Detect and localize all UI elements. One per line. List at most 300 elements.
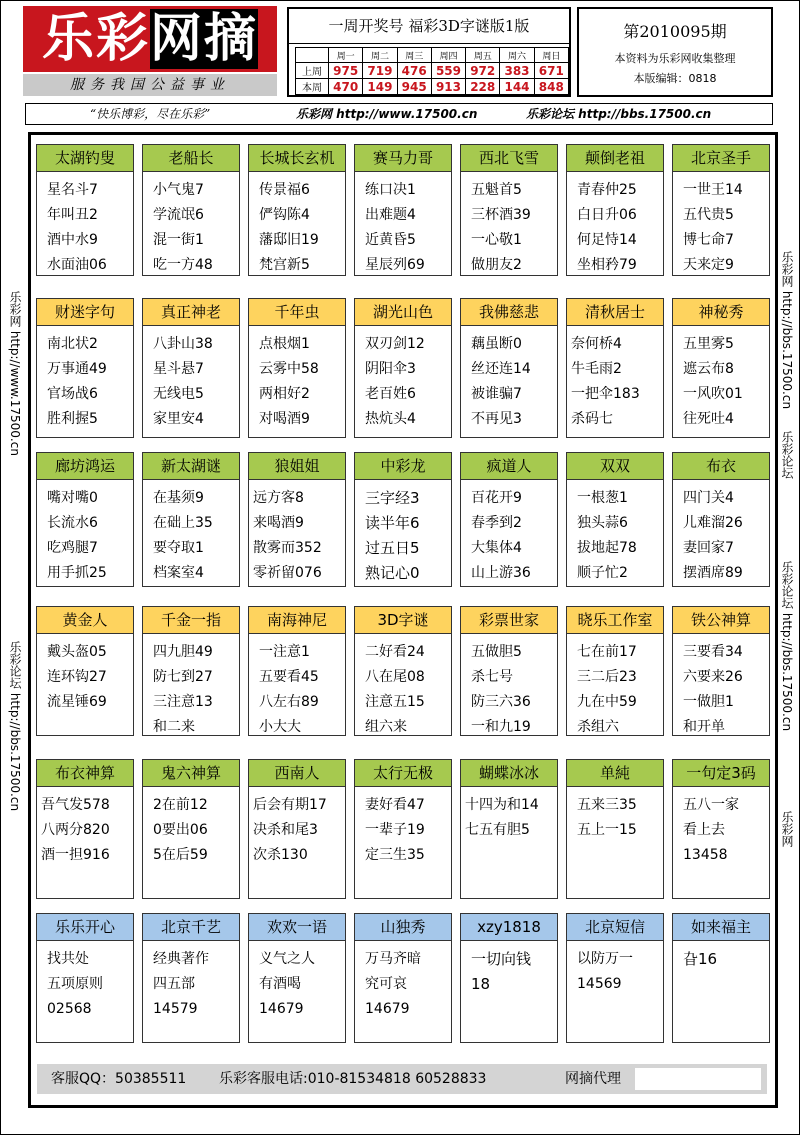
riddle-line: 一根葱1 (577, 490, 628, 506)
side-text-right-label-2: 乐彩网 (780, 811, 794, 847)
riddle-line: 出难题4 (365, 207, 416, 223)
riddle-line: 后会有期17 (253, 797, 327, 813)
draw-number: 719 (363, 63, 397, 79)
riddle-line: 百花开9 (471, 490, 522, 506)
riddle-line: 三杯酒39 (471, 207, 531, 223)
riddle-line: 五八一家 (683, 797, 739, 813)
riddle-line: 防三六36 (471, 694, 531, 710)
riddle-line: 在础上35 (153, 515, 213, 531)
riddle-card (248, 452, 346, 587)
riddle-line: 摆酒席89 (683, 565, 743, 581)
riddle-line: 五里雾5 (683, 336, 734, 352)
riddle-card-body (143, 941, 239, 1022)
riddle-line: 胜利握5 (47, 411, 98, 427)
riddle-line: 家里安4 (153, 411, 204, 427)
riddle-line: 三字经3 (365, 489, 420, 507)
side-text-right-bottom: 乐彩论坛 http://bbs.17500.cn (780, 561, 794, 732)
riddle-card-title: 北京千艺 (143, 914, 239, 941)
riddle-line: 官场战6 (47, 386, 98, 402)
logo-text-2: 网摘 (150, 9, 259, 69)
riddle-line: 档案室4 (153, 565, 204, 581)
riddle-card-title: 彩票世家 (461, 607, 557, 634)
riddle-card-body (673, 172, 769, 278)
riddle-line: 14679 (259, 1001, 304, 1017)
riddle-line: 六要来26 (683, 669, 743, 685)
riddle-card-body (143, 634, 239, 740)
riddle-card (672, 452, 770, 587)
riddle-card-body (37, 480, 133, 586)
issue-note: 本资料为乐彩网收集整理 (614, 52, 736, 65)
riddle-line: 02568 (47, 1001, 92, 1017)
riddle-line: 用手抓25 (47, 565, 107, 581)
riddle-card-title: 3D字谜 (355, 607, 451, 634)
riddle-card-title: 一句定3码 (673, 760, 769, 787)
riddle-card (672, 298, 770, 438)
riddle-card (354, 606, 452, 736)
riddle-card-body (461, 326, 557, 432)
riddle-card-title: 山独秀 (355, 914, 451, 941)
riddle-line: 四门关4 (683, 490, 734, 506)
riddle-card-title: 老船长 (143, 145, 239, 172)
riddle-card (566, 759, 664, 899)
riddle-card-title: 布衣神算 (37, 760, 133, 787)
riddle-card-title: 西南人 (249, 760, 345, 787)
riddle-line: 年叫丑2 (47, 207, 98, 223)
riddle-line: 小气鬼7 (153, 182, 204, 198)
riddle-card-body (673, 787, 769, 868)
riddle-card (36, 606, 134, 736)
riddle-card-title: 布衣 (673, 453, 769, 480)
riddle-line: 做朋友2 (471, 257, 522, 273)
riddle-line: 七五有胆5 (465, 822, 530, 838)
riddle-line: 水面油06 (47, 257, 107, 273)
riddle-line: 一风吹01 (683, 386, 743, 402)
riddle-card-title: 晓乐工作室 (567, 607, 663, 634)
riddle-line: 坐相矜79 (577, 257, 637, 273)
riddle-line: 天来定9 (683, 257, 734, 273)
riddle-card-title: 我佛慈悲 (461, 299, 557, 326)
riddle-card-body (143, 787, 239, 868)
riddle-card (142, 144, 240, 276)
riddle-card (142, 452, 240, 587)
riddle-line: 要夺取1 (153, 540, 204, 556)
riddle-card-title: 狼姐姐 (249, 453, 345, 480)
riddle-line: 14579 (153, 1001, 198, 1017)
draw-number: 470 (329, 79, 363, 95)
riddle-card-title: 蝴蝶冰冰 (461, 760, 557, 787)
site-link-forum[interactable]: 乐彩论坛 http://bbs.17500.cn (526, 107, 712, 121)
riddle-card (460, 144, 558, 276)
draw-number: 559 (431, 63, 465, 79)
riddle-card-title: 鬼六神算 (143, 760, 239, 787)
riddle-line: 18 (471, 975, 491, 993)
riddle-line: 三要看34 (683, 644, 743, 660)
day-header: 周二 (363, 48, 397, 63)
riddle-line: 义气之人 (259, 951, 315, 967)
footer-agent: 网摘代理 (565, 1071, 621, 1087)
riddle-card-body (355, 480, 451, 586)
riddle-line: 一做胆1 (683, 694, 734, 710)
riddle-line: 小大大 (259, 719, 301, 735)
riddle-card (248, 913, 346, 1043)
riddle-line: 五魁首5 (471, 182, 522, 198)
day-header: 周一 (329, 48, 363, 63)
riddle-line: 无线电5 (153, 386, 204, 402)
draw-number: 383 (500, 63, 534, 79)
day-header: 周三 (397, 48, 431, 63)
side-text-right-label: 乐彩论坛 (780, 431, 794, 479)
riddle-line: 儿难溜26 (683, 515, 743, 531)
draw-number: 228 (466, 79, 500, 95)
draw-number: 945 (397, 79, 431, 95)
riddle-line: 吃一方48 (153, 257, 213, 273)
riddle-card (354, 298, 452, 438)
riddle-card-body (37, 787, 133, 868)
riddle-line: 独头蒜6 (577, 515, 628, 531)
riddle-line: 七在前17 (577, 644, 637, 660)
riddle-card-body (355, 172, 451, 278)
riddle-line: 星辰列69 (365, 257, 425, 273)
riddle-card (142, 606, 240, 736)
riddle-card (248, 298, 346, 438)
footer-blank-field (635, 1068, 761, 1090)
logo (23, 6, 277, 72)
draw-number: 972 (466, 63, 500, 79)
riddle-card (460, 759, 558, 899)
riddle-line: 两相好2 (259, 386, 310, 402)
riddle-card (248, 606, 346, 736)
riddle-card-title: 南海神尼 (249, 607, 345, 634)
motto-bar (25, 103, 773, 125)
riddle-card-title: xzy1818 (461, 914, 557, 941)
issue-editor: 本版编辑：0818 (633, 72, 717, 85)
riddle-line: 八两分820 (41, 822, 110, 838)
riddle-line: 牛毛雨2 (571, 361, 622, 377)
riddle-line: 二好看24 (365, 644, 425, 660)
riddle-line: 藩邸旧19 (259, 232, 319, 248)
riddle-card-title: 北京短信 (567, 914, 663, 941)
riddle-line: 五做胆5 (471, 644, 522, 660)
riddle-line: 组六来 (365, 719, 407, 735)
riddle-line: 双刃剑12 (365, 336, 425, 352)
riddle-card (460, 298, 558, 438)
riddle-line: 14679 (365, 1001, 410, 1017)
issue-number: 第2010095期 (623, 22, 727, 41)
riddle-line: 一辈子19 (365, 822, 425, 838)
riddle-line: 14569 (577, 976, 622, 992)
riddle-line: 长流水6 (47, 515, 98, 531)
riddle-line: 练口决1 (365, 182, 416, 198)
riddle-card-body (567, 172, 663, 278)
riddle-line: 和二来 (153, 719, 195, 735)
riddle-line: 5在后59 (153, 847, 208, 863)
riddle-line: 经典著作 (153, 951, 209, 967)
riddle-line: 八卦山38 (153, 336, 213, 352)
riddle-line: 星名斗7 (47, 182, 98, 198)
weekly-draw-title: 一周开奖号 福彩3D字谜版1版 (289, 9, 569, 44)
riddle-card (36, 144, 134, 276)
riddle-card-body (461, 634, 557, 740)
riddle-line: 南北状2 (47, 336, 98, 352)
riddle-line: 不再见3 (471, 411, 522, 427)
day-header: 周日 (534, 48, 568, 63)
riddle-card-body (249, 326, 345, 432)
riddle-card-title: 千金一指 (143, 607, 239, 634)
riddle-card-body (461, 941, 557, 997)
day-header: 周五 (466, 48, 500, 63)
riddle-line: 被谁骗7 (471, 386, 522, 402)
riddle-card (142, 759, 240, 899)
riddle-line: 山上游36 (471, 565, 531, 581)
riddle-line: 五上一15 (577, 822, 637, 838)
riddle-card-body (37, 326, 133, 432)
riddle-card-title: 北京圣手 (673, 145, 769, 172)
riddle-card-title: 铁公神算 (673, 607, 769, 634)
riddle-line: 九在中59 (577, 694, 637, 710)
riddle-card-body (143, 480, 239, 586)
riddle-line: 散雾而352 (253, 540, 322, 556)
riddle-card-body (355, 326, 451, 432)
side-text-left-top: 乐彩网 http://www.17500.cn (8, 291, 22, 456)
riddle-card (566, 452, 664, 587)
riddle-card (36, 913, 134, 1043)
draw-table-corner (296, 48, 329, 63)
row-label: 上周 (296, 63, 329, 79)
riddle-card (566, 298, 664, 438)
riddle-line: 一心敬1 (471, 232, 522, 248)
riddle-card (672, 913, 770, 1043)
riddle-card-body (249, 172, 345, 278)
riddle-line: 酒一担916 (41, 847, 110, 863)
riddle-card-title: 中彩龙 (355, 453, 451, 480)
riddle-line: 有酒喝 (259, 976, 301, 992)
riddle-line: 五要看45 (259, 669, 319, 685)
riddle-card (672, 759, 770, 899)
motto-text: “快乐博彩，尽在乐彩” (90, 107, 211, 121)
riddle-card-title: 清秋居士 (567, 299, 663, 326)
riddle-line: 学流氓6 (153, 207, 204, 223)
riddle-line: 云雾中58 (259, 361, 319, 377)
slogan: 服务我国公益事业 (23, 74, 277, 96)
riddle-line: 五代贵5 (683, 207, 734, 223)
riddle-card-title: 真正神老 (143, 299, 239, 326)
riddle-card (354, 759, 452, 899)
draw-number: 149 (363, 79, 397, 95)
riddle-line: 旮16 (683, 950, 718, 968)
side-text-left-bottom: 乐彩论坛 http://bbs.17500.cn (8, 641, 22, 812)
riddle-line: 过五日5 (365, 539, 420, 557)
riddle-line: 博七命7 (683, 232, 734, 248)
riddle-line: 嘴对嘴0 (47, 490, 98, 506)
riddle-card (36, 452, 134, 587)
day-header: 周六 (500, 48, 534, 63)
riddle-card-body (673, 634, 769, 740)
riddle-card-body (567, 787, 663, 843)
riddle-line: 在基须9 (153, 490, 204, 506)
riddle-card (354, 144, 452, 276)
riddle-line: 连环钩27 (47, 669, 107, 685)
riddle-line: 春季到2 (471, 515, 522, 531)
riddle-line: 一世王14 (683, 182, 743, 198)
riddle-line: 对喝酒9 (259, 411, 310, 427)
riddle-line: 顺子忙2 (577, 565, 628, 581)
riddle-card (142, 913, 240, 1043)
riddle-card-title: 颠倒老祖 (567, 145, 663, 172)
riddle-line: 13458 (683, 847, 728, 863)
riddle-line: 酒中水9 (47, 232, 98, 248)
riddle-line: 0要出06 (153, 822, 208, 838)
riddle-line: 究可哀 (365, 976, 407, 992)
riddle-line: 点根烟1 (259, 336, 310, 352)
riddle-card-title: 疯道人 (461, 453, 557, 480)
day-header: 周四 (431, 48, 465, 63)
riddle-line: 找共处 (47, 951, 89, 967)
draw-number: 848 (534, 79, 568, 95)
riddle-card-body (249, 787, 345, 868)
riddle-line: 万马齐暗 (365, 951, 421, 967)
riddle-line: 青春仲25 (577, 182, 637, 198)
riddle-card-body (567, 634, 663, 740)
riddle-card-title: 长城长玄机 (249, 145, 345, 172)
draw-number: 144 (500, 79, 534, 95)
riddle-card-title: 单純 (567, 760, 663, 787)
riddle-card-title: 西北飞雪 (461, 145, 557, 172)
riddle-line: 俨钩陈4 (259, 207, 310, 223)
riddle-line: 传景福6 (259, 182, 310, 198)
riddle-line: 来喝酒9 (253, 515, 304, 531)
riddle-card (36, 759, 134, 899)
riddle-line: 妻回家7 (683, 540, 734, 556)
riddle-card (460, 452, 558, 587)
riddle-card-title: 太行无极 (355, 760, 451, 787)
riddle-card (672, 606, 770, 736)
draw-number: 671 (534, 63, 568, 79)
issue-box (577, 7, 773, 97)
riddle-line: 五项原则 (47, 976, 103, 992)
riddle-card (354, 913, 452, 1043)
riddle-line: 万事通49 (47, 361, 107, 377)
riddle-line: 三注意13 (153, 694, 213, 710)
riddle-card-title: 如来福主 (673, 914, 769, 941)
riddle-card (142, 298, 240, 438)
riddle-line: 吃鸡腿7 (47, 540, 98, 556)
riddle-line: 十四为和14 (465, 797, 539, 813)
riddle-card-body (355, 634, 451, 740)
draw-number: 975 (329, 63, 363, 79)
riddle-line: 三二后23 (577, 669, 637, 685)
riddle-line: 星斗悬7 (153, 361, 204, 377)
riddle-line: 四五部 (153, 976, 195, 992)
riddle-line: 一切向钱 (471, 950, 532, 968)
riddle-card-title: 太湖钓叟 (37, 145, 133, 172)
riddle-card-title: 湖光山色 (355, 299, 451, 326)
draw-number: 913 (431, 79, 465, 95)
riddle-card-title: 新太湖谜 (143, 453, 239, 480)
riddle-line: 热炕头4 (365, 411, 416, 427)
riddle-card (566, 606, 664, 736)
footer-phone: 乐彩客服电话:010-81534818 60528833 (219, 1071, 487, 1087)
riddle-line: 零祈留076 (253, 565, 322, 581)
footer-qq: 客服QQ：50385511 (51, 1071, 187, 1087)
riddle-line: 决杀和尾3 (253, 822, 318, 838)
riddle-card-title: 欢欢一语 (249, 914, 345, 941)
riddle-card-body (37, 172, 133, 278)
riddle-line: 流星锤69 (47, 694, 107, 710)
riddle-card-title: 财迷字句 (37, 299, 133, 326)
riddle-line: 吾气发578 (41, 797, 110, 813)
riddle-line: 遮云布8 (683, 361, 734, 377)
riddle-line: 梵宫新5 (259, 257, 310, 273)
riddle-card-body (461, 480, 557, 586)
riddle-card-body (37, 634, 133, 715)
riddle-card-title: 双双 (567, 453, 663, 480)
riddle-line: 一和九19 (471, 719, 531, 735)
riddle-line: 杀组六 (577, 719, 619, 735)
riddle-line: 丝还连14 (471, 361, 531, 377)
weekly-draw-box (287, 7, 571, 97)
site-link-main[interactable]: 乐彩网 http://www.17500.cn (296, 107, 478, 121)
riddle-card-title: 赛马力哥 (355, 145, 451, 172)
riddle-line: 妻好看47 (365, 797, 425, 813)
draw-number: 476 (397, 63, 431, 79)
riddle-line: 老百姓6 (365, 386, 416, 402)
riddle-line: 定三生35 (365, 847, 425, 863)
riddle-line: 混一街1 (153, 232, 204, 248)
riddle-line: 一注意1 (259, 644, 310, 660)
riddle-line: 熟记心0 (365, 564, 420, 582)
riddle-card-title: 黄金人 (37, 607, 133, 634)
riddle-card-body (461, 787, 557, 843)
riddle-line: 杀七号 (471, 669, 513, 685)
riddle-card (672, 144, 770, 276)
riddle-line: 读半年6 (365, 514, 420, 532)
riddle-line: 防七到27 (153, 669, 213, 685)
riddle-card-body (355, 787, 451, 868)
side-text-right-top: 乐彩网 http://bbs.17500.cn (780, 251, 794, 410)
riddle-line: 次杀130 (253, 847, 308, 863)
riddle-card-body (567, 480, 663, 586)
riddle-card (566, 913, 664, 1043)
riddle-line: 戴头盔05 (47, 644, 107, 660)
riddle-line: 一把伞183 (571, 386, 640, 402)
riddle-line: 何足恃14 (577, 232, 637, 248)
riddle-line: 往死吐4 (683, 411, 734, 427)
riddle-line: 白日升06 (577, 207, 637, 223)
riddle-card-body (461, 172, 557, 278)
riddle-card (354, 452, 452, 587)
riddle-line: 以防万一 (577, 951, 633, 967)
riddle-card-title: 乐乐开心 (37, 914, 133, 941)
riddle-card (248, 759, 346, 899)
riddle-card-title: 神秘秀 (673, 299, 769, 326)
riddle-line: 和开单 (683, 719, 725, 735)
riddle-line: 大集体4 (471, 540, 522, 556)
riddle-card-title: 千年虫 (249, 299, 345, 326)
riddle-line: 远方客8 (253, 490, 304, 506)
riddle-line: 四九胆49 (153, 644, 213, 660)
riddle-line: 拔地起78 (577, 540, 637, 556)
riddle-card-body (143, 326, 239, 432)
draw-table (295, 47, 569, 95)
riddle-card-body (249, 480, 345, 586)
footer-bar (37, 1064, 767, 1094)
riddle-line: 奈何桥4 (571, 336, 622, 352)
riddle-card (460, 913, 558, 1043)
riddle-line: 看上去 (683, 822, 725, 838)
riddle-line: 2在前12 (153, 797, 208, 813)
logo-text-1: 乐彩 (41, 9, 150, 69)
riddle-card-body (249, 634, 345, 740)
